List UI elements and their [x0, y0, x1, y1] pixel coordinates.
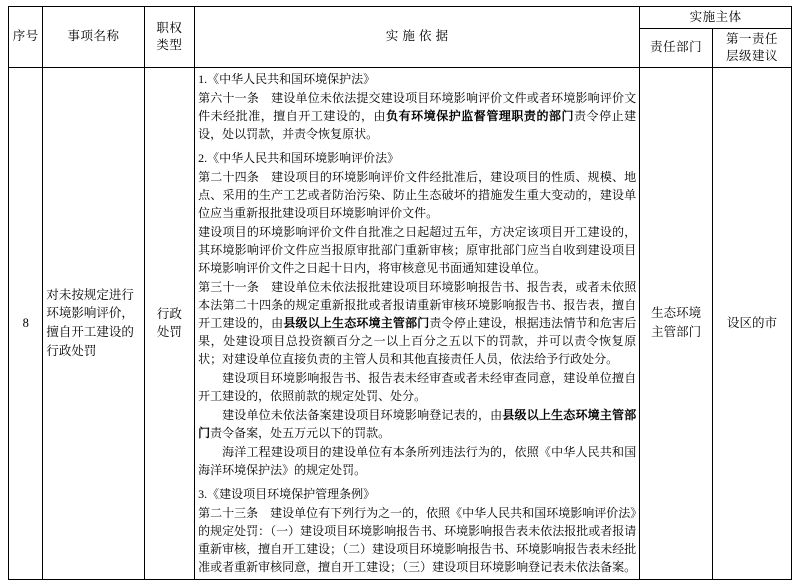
basis-paragraph: 第六十一条 建设单位未依法提交建设项目环境影响评价文件或者环境影响评价文件未经批准，擅自开工建设的，由负有环境保护监督管理职责的部门责令停止建设，处以罚款，并责令恢复原状。: [198, 90, 637, 141]
authority-list-table: [8, 6, 792, 580]
row-authority-type: [144, 67, 195, 579]
table-row: [9, 67, 792, 579]
header-authority-type-line1: 职权: [156, 20, 183, 35]
row-responsible-dept: [640, 67, 713, 579]
document-page: [0, 6, 800, 574]
emphasized-term: 县级以上生态环境主管部门: [283, 315, 430, 330]
header-seq: 序号: [9, 7, 43, 68]
basis-paragraph: 第三十一条 建设单位未依法报批建设项目环境影响报告书、报告表，或者未依照本法第二十四条的规定重新报批或者报请重新审核环境影响报告书、报告表，擅自开工建设的，由县级以上生态环境主管部门责令停止建设，根据违法情节和危害后果，处建设项目总投资额百分之一以上百分之五以下的罚款，并可以责令恢复原状；对建设单位直接负责的主管人员和其他直接责任人员，依法给予行政处分。: [198, 279, 637, 366]
basis-paragraph: 1.《中华人民共和国环境保护法》: [198, 71, 376, 86]
emphasized-term: 负有环境保护监督管理职责的部门: [386, 108, 575, 123]
basis-paragraph: 第二十四条 建设项目的环境影响评价文件经批准后，建设项目的性质、规模、地点、采用的生产工艺或者防治污染、防止生态破坏的措施发生重大变动的，建设单位应当重新报批建设项目环境影响评价文件。: [198, 169, 637, 220]
header-implementation-basis: 实 施 依 据: [195, 7, 640, 68]
basis-paragraph: 2.《中华人民共和国环境影响评价法》: [198, 150, 400, 165]
row-authority-type-line1: 行政: [156, 307, 182, 321]
header-implementation-subject: 实施主体: [640, 7, 792, 29]
header-item-name: 事项名称: [43, 7, 144, 68]
basis-paragraph: 建设项目的环境影响评价文件自批准之日起超过五年，方决定该项目开工建设的，其环境影响评价文件应当报原审批部门重新审核；原审批部门应当自收到建设项目环境影响评价文件之日起十日内，将审核意见书面通知建设单位。: [198, 224, 637, 275]
row-seq: 8: [9, 67, 43, 579]
row-item-name: 对未按规定进行环境影响评价，擅自开工建设的行政处罚: [43, 67, 144, 579]
header-authority-type: [144, 7, 195, 68]
row-authority-type-line2: 处罚: [156, 325, 182, 340]
table-header: [9, 7, 792, 68]
basis-paragraph: 海洋工程建设项目的建设单位有本条所列违法行为的，依照《中华人民共和国海洋环境保护法》的规定处罚。: [198, 444, 637, 477]
basis-paragraph: 3.《建设项目环境保护管理条例》: [198, 486, 376, 501]
basis-paragraph: 建设项目环境影响报告书、报告表未经审查或者未经审查同意，建设单位擅自开工建设的，依照前款的规定处罚、处分。: [198, 370, 637, 403]
basis-paragraph: 建设单位未依法备案建设项目环境影响登记表的，由县级以上生态环境主管部门责令备案，处五万元以下的罚款。: [198, 407, 637, 440]
header-primary-level-line2: 层级建议: [726, 48, 779, 63]
basis-paragraph: 第二十三条 建设单位有下列行为之一的，依照《中华人民共和国环境影响评价法》的规定处罚：（一）建设项目环境影响报告书、环境影响报告表未依法报批或者报请重新审核，擅自开工建设；（二）建设项目环境影响报告书、环境影响报告表未经批准或者重新审核同意，擅自开工建设；（三）建设项目环境影响登记表未依法备案。: [198, 505, 637, 574]
header-primary-level-line1: 第一责任: [726, 31, 779, 46]
header-responsible-dept: 责任部门: [640, 28, 713, 67]
row-responsible-dept-line2: 主管部门: [651, 325, 702, 340]
row-responsible-dept-line1: 生态环境: [651, 306, 702, 321]
row-primary-level: 设区的市: [713, 67, 792, 579]
header-primary-level: [713, 28, 792, 67]
row-implementation-basis: [195, 67, 640, 579]
header-authority-type-line2: 类型: [156, 37, 183, 52]
table-body: [9, 67, 792, 579]
emphasized-term: 县级以上生态环境主管部门: [198, 407, 637, 440]
table-header-row-1: [9, 7, 792, 29]
